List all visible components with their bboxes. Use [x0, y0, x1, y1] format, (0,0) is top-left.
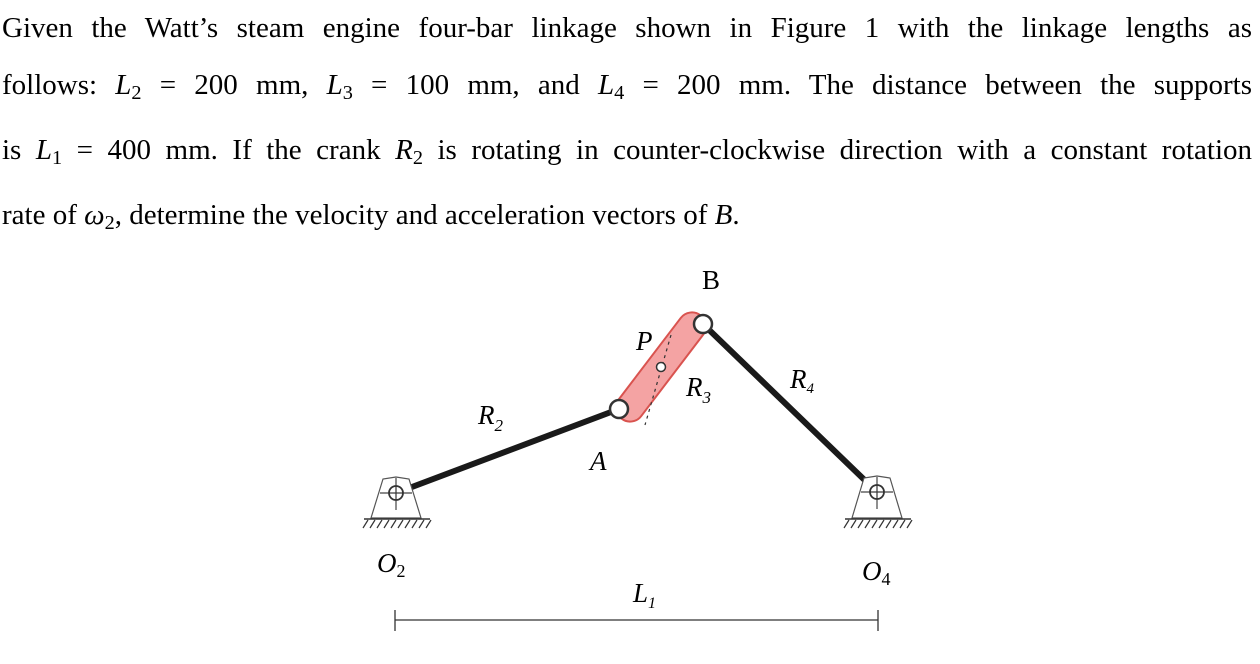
problem-text: = 400 mm. If the crank	[62, 134, 396, 167]
label-r2	[477, 400, 504, 435]
problem-text: is	[2, 134, 36, 167]
subscript: 2	[104, 212, 115, 235]
label-o2-subscript: 2	[396, 561, 406, 581]
label-r3-subscript: 3	[702, 388, 711, 407]
label-o2-symbol: O	[377, 548, 397, 578]
dimension-line-l1	[395, 610, 878, 631]
problem-text: rate of	[2, 199, 85, 232]
label-o4	[862, 556, 891, 589]
label-r4-subscript: 4	[806, 381, 814, 397]
rocker-link-r4	[703, 324, 877, 492]
label-r3-symbol: R	[686, 372, 703, 402]
symbol: R	[395, 134, 413, 167]
problem-text: Given the Watt’s steam engine four-bar linkage shown in Figure 1 with the linkage lengths as	[2, 12, 1252, 44]
label-l1	[632, 578, 656, 612]
subscript: 2	[412, 147, 423, 170]
subscript: 1	[52, 147, 63, 170]
problem-text: , determine the velocity and acceleration vectors of	[114, 199, 715, 232]
symbol: L	[597, 69, 615, 101]
label-r4-symbol: R	[790, 364, 807, 394]
problem-text: = 200 mm. The distance between the supports	[624, 69, 1252, 101]
label-r2-symbol: R	[478, 400, 495, 430]
label-r3	[685, 372, 711, 407]
label-r4	[789, 364, 815, 397]
crank-link-r2	[396, 409, 619, 493]
symbol-B: B	[714, 199, 733, 232]
support-o4	[844, 476, 912, 528]
subscript: 3	[342, 82, 353, 105]
symbol: L	[115, 69, 132, 101]
problem-text: .	[732, 199, 740, 232]
problem-text: is rotating in counter-clockwise direction with a constant rotation	[422, 134, 1252, 167]
joint-a	[610, 400, 628, 418]
symbol: L	[326, 69, 343, 101]
problem-text: = 200 mm,	[141, 69, 327, 101]
label-r2-subscript: 2	[494, 416, 503, 435]
joint-b	[694, 315, 712, 333]
label-o2	[377, 548, 406, 581]
symbol: L	[35, 134, 52, 167]
symbol: ω	[84, 199, 105, 232]
label-o4-subscript: 4	[881, 569, 891, 589]
problem-text: = 100 mm, and	[352, 69, 598, 101]
subscript: 2	[131, 82, 142, 105]
coupler-point-p	[657, 363, 666, 372]
problem-text: follows:	[2, 69, 116, 101]
label-b: B	[702, 265, 721, 295]
label-p: P	[636, 326, 653, 356]
label-l1-symbol: L	[633, 578, 649, 608]
label-a: A	[590, 446, 607, 476]
label-o4-symbol: O	[862, 556, 882, 586]
subscript: 4	[614, 82, 625, 105]
label-l1-subscript: 1	[648, 595, 657, 612]
